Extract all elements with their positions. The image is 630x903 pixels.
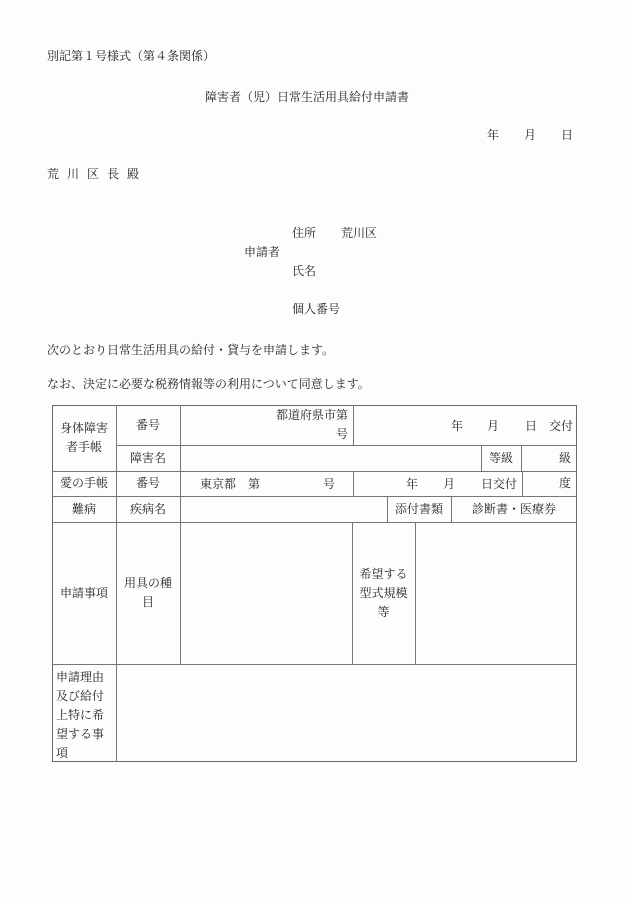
applicant-label: 申請者 — [244, 245, 281, 259]
ai-number-suffix: 号 — [323, 477, 336, 491]
label-line: 者手帳 — [65, 440, 102, 454]
label-line: 項 — [56, 746, 69, 760]
personal-number-label: 個人番号 — [292, 302, 341, 316]
disability-name-label: 障害名 — [129, 450, 166, 465]
reason-label — [56, 668, 114, 763]
attachment-value: 診断書・医療券 — [471, 501, 556, 516]
grade-field[interactable] — [521, 445, 577, 471]
date-month: 月 — [524, 128, 537, 142]
personal-number-field[interactable] — [350, 300, 570, 318]
addressee-char: 区 — [87, 167, 100, 181]
grade-label: 等級 — [488, 450, 513, 465]
label-line: 希望する — [359, 566, 408, 581]
label-line: 上特に希 — [56, 708, 105, 722]
date-year: 年 — [487, 128, 500, 142]
label-line: 申請理由 — [56, 670, 105, 684]
label-line: 望する事 — [56, 727, 105, 741]
physical-number-field[interactable] — [180, 405, 353, 445]
desired-spec-label — [352, 522, 415, 664]
label-line: 及び給付 — [56, 689, 105, 703]
disease-name-label: 疾病名 — [129, 501, 166, 516]
ai-degree-field[interactable] — [522, 471, 577, 496]
desired-spec-field[interactable] — [416, 523, 576, 663]
addressee-char: 長 — [107, 167, 120, 181]
physical-handbook-label — [52, 405, 116, 471]
ai-issue-year: 年 — [406, 477, 419, 491]
physical-issued: 交付 — [549, 419, 574, 433]
ai-issue-day-issued: 日交付 — [481, 477, 518, 491]
ai-issue-date-field[interactable] — [354, 472, 521, 495]
request-statement: 次のとおり日常生活用具の給付・貸与を申請します。 — [47, 343, 335, 357]
number-prefix: 都道府県市第 — [275, 408, 348, 422]
physical-number-label: 番号 — [135, 417, 160, 432]
date-day: 日 — [561, 128, 574, 142]
intractable-disease-label: 難病 — [71, 501, 96, 516]
application-items-label: 申請事項 — [59, 585, 108, 600]
ai-number-label: 番号 — [135, 476, 160, 490]
label-line: 等 — [377, 604, 390, 619]
physical-issue-date-field[interactable] — [354, 406, 576, 444]
form-reference: 別記第１号様式（第４条関係） — [47, 49, 216, 63]
label-line: 身体障害 — [59, 421, 108, 435]
ai-number-field[interactable] — [181, 472, 352, 495]
degree-unit: 度 — [558, 476, 571, 490]
addressee-char: 殿 — [127, 167, 140, 181]
label-line: 目 — [141, 595, 154, 609]
address-label: 住所 — [292, 226, 317, 240]
number-suffix: 号 — [335, 427, 348, 441]
disease-name-field[interactable] — [181, 497, 386, 521]
equipment-type-field[interactable] — [181, 523, 351, 663]
equipment-type-label — [116, 522, 180, 664]
physical-issue-day: 日 — [525, 419, 538, 433]
consent-statement: なお、決定に必要な税務情報等の利用について同意します。 — [47, 377, 370, 391]
label-line: 用具の種 — [123, 576, 172, 590]
name-field[interactable] — [330, 262, 570, 280]
addressee-char: 川 — [67, 167, 80, 181]
ai-number-prefix: 東京都 第 — [200, 477, 261, 491]
addressee-char: 荒 — [47, 167, 60, 181]
grade-unit: 級 — [558, 450, 571, 465]
label-line: 型式規模 — [359, 585, 408, 600]
physical-issue-month: 月 — [487, 419, 500, 433]
reason-field[interactable] — [117, 665, 576, 761]
ai-issue-month: 月 — [443, 477, 456, 491]
address-field[interactable]: 荒川区 — [341, 226, 378, 240]
name-label: 氏名 — [292, 264, 317, 278]
attachment-label: 添付書類 — [394, 501, 443, 516]
document-title: 障害者（児）日常生活用具給付申請書 — [205, 90, 410, 104]
physical-issue-year: 年 — [451, 419, 464, 433]
ai-handbook-label: 愛の手帳 — [59, 476, 108, 490]
disability-name-field[interactable] — [181, 446, 480, 470]
